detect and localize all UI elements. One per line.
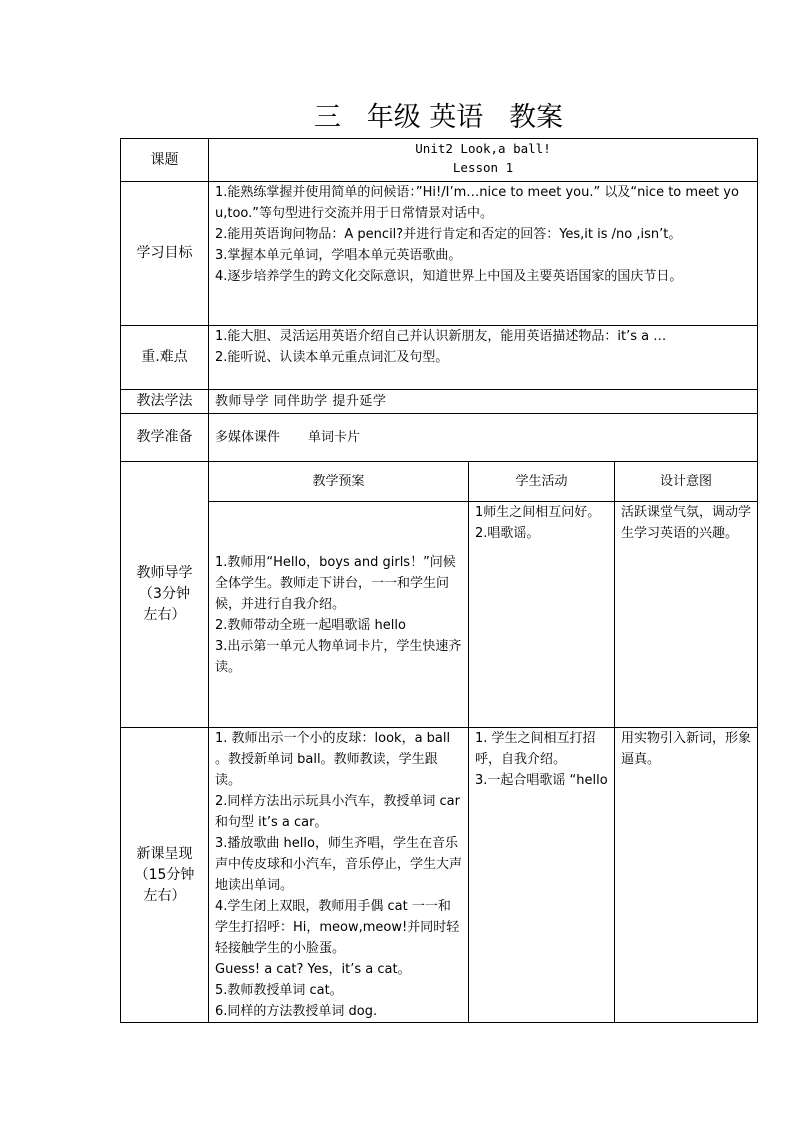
page-title: 三 年级 英语 教案 [313, 102, 564, 133]
row-preparation [121, 414, 758, 462]
objective-item: 3.掌握本单元单词，学唱本单元英语歌曲。 [215, 248, 462, 263]
plan-step: 2.同样方法出示玩具小汽车，教授单词 car和句型 it’s a car。 [215, 794, 460, 830]
row-key-points [121, 326, 758, 390]
topic-label: 课题 [121, 139, 209, 182]
stage1-intent: 活跃课堂气氛，调动学生学习英语的兴趣。 [615, 502, 758, 728]
lesson-plan-table [120, 138, 758, 1023]
header-plan: 教学预案 [209, 462, 469, 502]
key-point-item: 2.能听说、认读本单元重点词汇及句型。 [215, 350, 449, 365]
topic-lesson: Lesson 1 [452, 160, 514, 175]
activity-step: 3.一起合唱歌谣 “hello [475, 773, 608, 788]
plan-step: 5.教师教授单词 cat。 [215, 983, 343, 998]
plan-step: Guess! a cat? Yes，it’s a cat。 [215, 962, 411, 977]
preparation-value [209, 414, 758, 462]
stage1-activity [469, 502, 615, 728]
preparation-item: 单词卡片 [308, 430, 361, 445]
plan-step: 1. 教师出示一个小的皮球：look，a ball 。教授新单词 ball。教师教读，学生跟读。 [215, 731, 451, 788]
plan-step: 3.出示第一单元人物单词卡片，学生快速齐读。 [215, 638, 462, 675]
stage2-label: 新课呈现 （15分钟 左右） [121, 728, 209, 1023]
row-methods [121, 390, 758, 414]
header-intent: 设计意图 [615, 462, 758, 502]
objectives-value [209, 182, 758, 326]
method-item: 提升延学 [332, 394, 387, 409]
stage1-plan [209, 502, 469, 728]
objective-item: 4.逐步培养学生的跨文化交际意识，知道世界上中国及主要英语国家的国庆节日。 [215, 269, 683, 284]
key-points-label: 重.难点 [121, 326, 209, 390]
topic-value [209, 139, 758, 182]
topic-unit: Unit2 Look,a ball! [415, 141, 551, 156]
row-objectives [121, 182, 758, 326]
row-stage2 [121, 728, 758, 1023]
objective-item: 2.能用英语询问物品：A pencil?并进行肯定和否定的回答：Yes,it is /no ,isn’t。 [215, 227, 682, 242]
objectives-label: 学习目标 [121, 182, 209, 326]
plan-step: 2.教师带动全班一起唱歌谣 hello [215, 617, 406, 633]
plan-step: 4.学生闭上双眼，教师用手偶 cat 一一和学生打招呼：Hi，meow,meow!并同时轻轻接触学生的小脸蛋。 [215, 899, 460, 956]
plan-step: 3.播放歌曲 hello，师生齐唱，学生在音乐声中传皮球和小汽车，音乐停止，学生大声地读出单词。 [215, 836, 463, 893]
stage2-intent: 用实物引入新词，形象逼真。 [615, 728, 758, 1023]
plan-step: 1.教师用“Hello，boys and girls！”问候全体学生。教师走下讲台，一一和学生问候，并进行自我介绍。 [215, 554, 456, 612]
key-point-item: 1.能大胆、灵活运用英语介绍自己并认识新朋友，能用英语描述物品：it’s a … [215, 329, 667, 344]
row-headers [121, 462, 758, 502]
method-item: 同伴助学 [273, 394, 328, 409]
preparation-label: 教学准备 [121, 414, 209, 462]
header-activity: 学生活动 [469, 462, 615, 502]
activity-step: 1师生之间相互问好。 [475, 505, 601, 520]
plan-step: 6.同样的方法教授单词 dog. [215, 1004, 378, 1019]
activity-step: 1. 学生之间相互打招呼，自我介绍。 [475, 731, 596, 767]
objective-item: 1.能熟练掌握并使用简单的问候语：”Hi!/I’m…nice to meet you.” 以及“nice to meet you,too.”等句型进行交流并用于日常情景对话中。 [215, 185, 739, 221]
row-topic [121, 139, 758, 182]
key-points-value [209, 326, 758, 390]
method-item: 教师导学 [215, 394, 270, 409]
stage2-plan [209, 728, 469, 1023]
activity-step: 2.唱歌谣。 [475, 526, 540, 541]
methods-label: 教法学法 [121, 390, 209, 414]
stage2-activity [469, 728, 615, 1023]
preparation-item: 多媒体课件 [215, 430, 281, 445]
row-stage1 [121, 502, 758, 728]
stage1-label: 教师导学 （3分钟 左右） [121, 462, 209, 728]
methods-value [209, 390, 758, 414]
